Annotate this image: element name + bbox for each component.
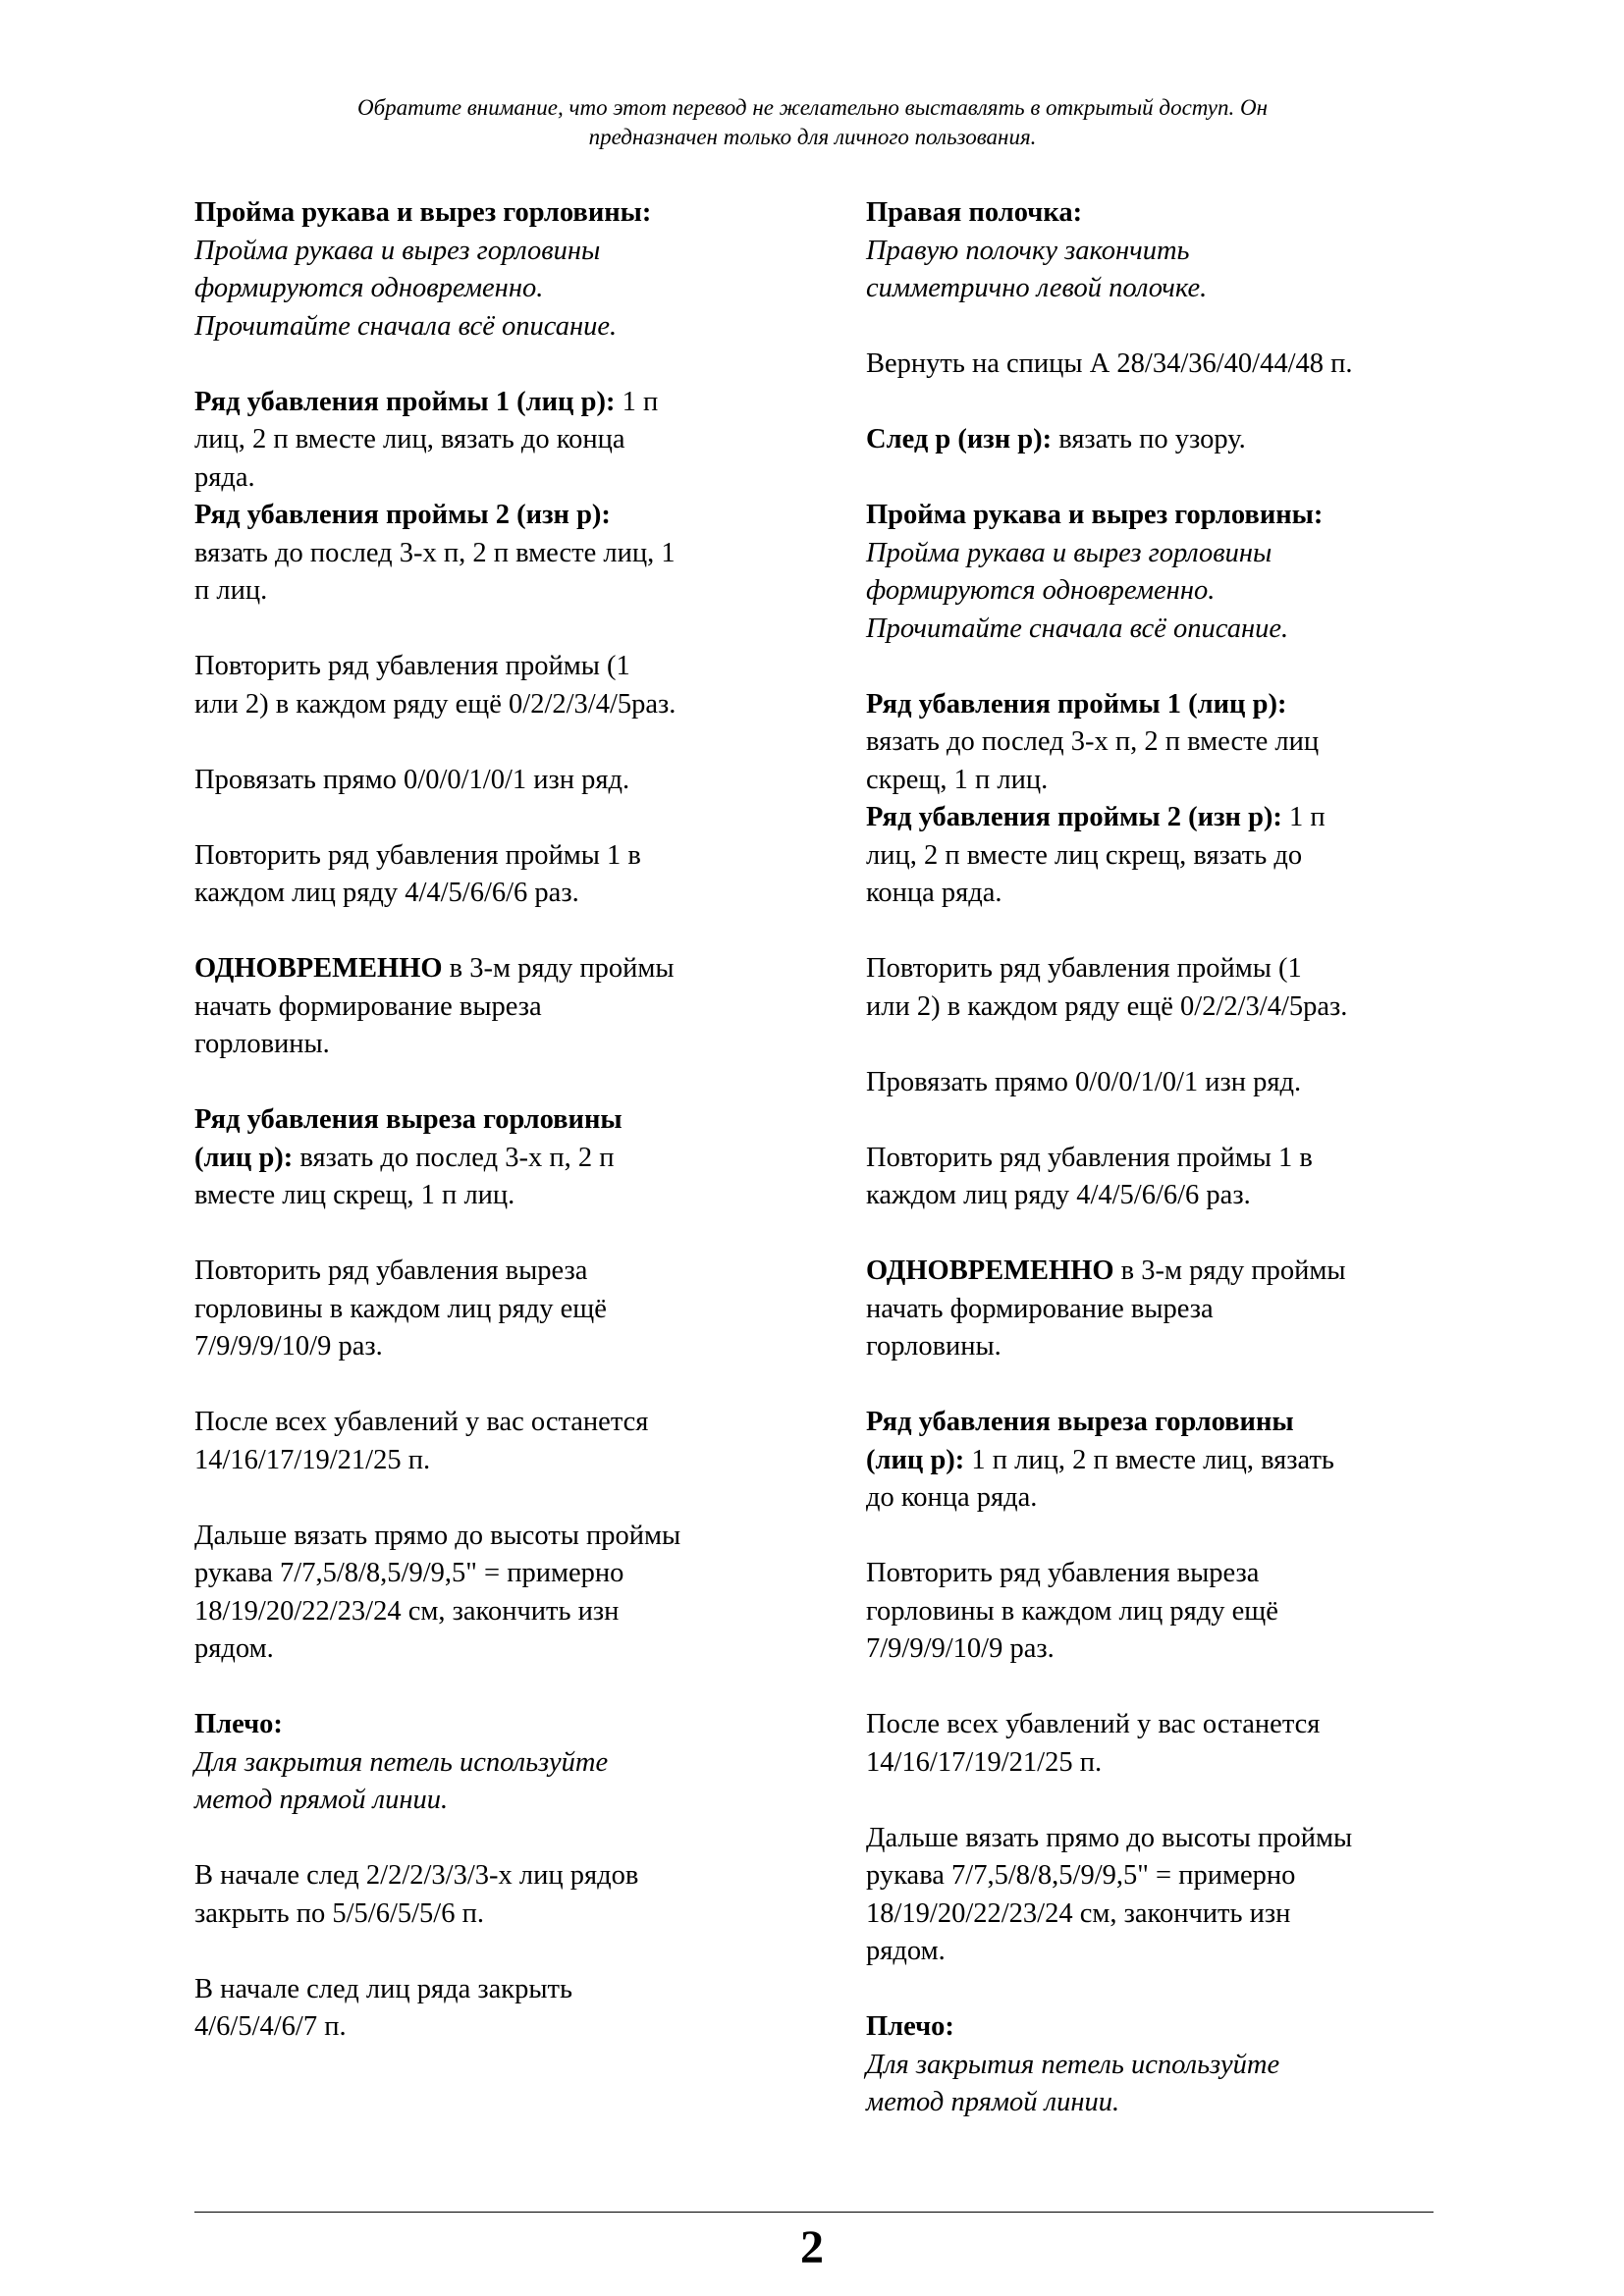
text-line: в 3-м ряду проймы	[442, 953, 675, 984]
text-line: каждом лиц ряду 4/4/5/6/6/6 раз.	[866, 1180, 1251, 1210]
note-line: метод прямой линии.	[866, 2087, 1120, 2117]
text-line: или 2) в каждом ряду ещё 0/2/2/3/4/5раз.	[194, 688, 677, 720]
text-line: Повторить ряд убавления проймы 1 в	[866, 1142, 1313, 1173]
row-label: Ряд убавления проймы 1 (лиц р):	[194, 386, 616, 417]
emphasis-label: ОДНОВРЕМЕННО	[866, 1255, 1114, 1286]
row-label: След р (изн р):	[866, 424, 1053, 454]
text-line: горловины.	[866, 1331, 1001, 1362]
right-front-section	[866, 194, 1455, 308]
note-line: Правую полочку закончить	[866, 235, 1190, 266]
row-text: лиц, 2 п вместе лиц, вязать до конца	[194, 424, 625, 454]
text-line: горловины в каждом лиц ряду ещё	[194, 1293, 607, 1324]
note-line: Прочитайте сначала всё описание.	[866, 613, 1289, 644]
footer-divider	[194, 2212, 1434, 2213]
section-heading: Правая полочка:	[866, 197, 1083, 228]
note-line: Для закрытия петель используйте	[866, 2049, 1280, 2080]
left-armhole-section	[194, 194, 803, 346]
text-line: в 3-м ряду проймы	[1113, 1255, 1346, 1286]
row-text: вязать до послед 3-х п, 2 п вместе лиц, 1	[194, 537, 676, 568]
row-text: п лиц.	[194, 575, 268, 606]
text-line: 7/9/9/9/10/9 раз.	[866, 1633, 1055, 1664]
right-return-stitches	[866, 346, 1455, 384]
right-straight-rows	[866, 1064, 1455, 1102]
text-line: начать формирование выреза	[194, 990, 542, 1022]
text-line: В начале след лиц ряда закрыть	[194, 1973, 572, 2004]
text-line: или 2) в каждом ряду ещё 0/2/2/3/4/5раз.	[866, 990, 1348, 1022]
row-label: Ряд убавления проймы 1 (лиц р):	[866, 688, 1287, 720]
note-line: Пройма рукава и вырез горловины	[866, 537, 1272, 568]
right-repeat-dec1	[866, 1140, 1455, 1215]
section-heading: Пройма рукава и вырез горловины:	[194, 197, 652, 228]
left-armhole-dec-row-1	[194, 384, 803, 498]
text-line: Дальше вязать прямо до высоты проймы	[866, 1822, 1353, 1853]
text-line: 14/16/17/19/21/25 п.	[866, 1746, 1103, 1778]
section-heading: Плечо:	[194, 1709, 283, 1739]
text-line: рядом.	[194, 1633, 274, 1664]
right-column	[866, 194, 1455, 2160]
right-continue	[866, 1820, 1455, 1971]
left-armhole-dec-row-2	[194, 497, 803, 611]
row-text: вместе лиц скрещ, 1 п лиц.	[194, 1180, 515, 1210]
row-text: вязать до послед 3-х п, 2 п вместе лиц	[866, 726, 1320, 757]
left-continue	[194, 1518, 803, 1669]
row-text: 1 п лиц, 2 п вместе лиц, вязать	[964, 1444, 1334, 1475]
right-next-row	[866, 421, 1455, 459]
left-straight-rows	[194, 762, 803, 800]
text-line: 7/9/9/9/10/9 раз.	[194, 1331, 383, 1362]
left-repeat-neck	[194, 1253, 803, 1366]
text-line: Повторить ряд убавления проймы (1	[194, 651, 630, 681]
note-line: Для закрытия петель используйте	[194, 1746, 609, 1778]
left-remaining	[194, 1404, 803, 1479]
text-line: Повторить ряд убавления проймы (1	[866, 953, 1302, 984]
text-line: Провязать прямо 0/0/0/1/0/1 изн ряд.	[194, 764, 630, 795]
row-label: (лиц р):	[866, 1444, 965, 1475]
text-line: рядом.	[866, 1936, 946, 1966]
row-text: лиц, 2 п вместе лиц скрещ, вязать до	[866, 839, 1303, 871]
text-line: Дальше вязать прямо до высоты проймы	[194, 1520, 681, 1551]
page-number: 2	[800, 2221, 824, 2273]
left-bind-off-2	[194, 1971, 803, 2047]
row-text: вязать до послед 3-х п, 2 п	[293, 1142, 615, 1173]
text-line: закрыть по 5/5/6/5/5/6 п.	[194, 1897, 484, 1929]
notice-line-1: Обратите внимание, что этот перевод не желательно выставлять в открытый доступ. Он	[356, 95, 1269, 120]
section-heading: Пройма рукава и вырез горловины:	[866, 500, 1324, 530]
note-line: Пройма рукава и вырез горловины	[194, 235, 601, 266]
right-armhole-dec-row-2	[866, 799, 1455, 913]
right-shoulder-section	[866, 2008, 1455, 2122]
left-shoulder-section	[194, 1706, 803, 1820]
row-text: конца ряда.	[866, 878, 1002, 908]
row-text: ряда.	[194, 461, 255, 493]
text-line: 4/6/5/4/6/7 п.	[194, 2011, 347, 2042]
text-line: рукава 7/7,5/8/8,5/9/9,5" = примерно	[194, 1558, 624, 1588]
text-line: горловины в каждом лиц ряду ещё	[866, 1595, 1278, 1627]
text-line: Повторить ряд убавления проймы 1 в	[194, 839, 641, 871]
row-text: 1 п	[615, 386, 659, 417]
text-line: Провязать прямо 0/0/0/1/0/1 изн ряд.	[866, 1066, 1302, 1097]
text-line: каждом лиц ряду 4/4/5/6/6/6 раз.	[194, 878, 579, 908]
left-repeat-armhole	[194, 648, 803, 723]
left-repeat-dec1	[194, 837, 803, 913]
right-neck-dec-row	[866, 1404, 1455, 1518]
left-simultaneously	[194, 950, 803, 1064]
note-line: формируются одновременно.	[194, 273, 544, 303]
text-line: 18/19/20/22/23/24 см, закончить изн	[866, 1897, 1291, 1929]
notice-line-2: предназначен только для личного пользования.	[588, 125, 1037, 149]
text-line: 14/16/17/19/21/25 п.	[194, 1444, 431, 1475]
text-line: Повторить ряд убавления выреза	[194, 1255, 588, 1286]
left-column	[194, 194, 803, 2084]
copyright-notice	[187, 93, 1438, 152]
text-line: Вернуть на спицы А 28/34/36/40/44/48 п.	[866, 348, 1353, 379]
text-line: После всех убавлений у вас останется	[194, 1407, 649, 1437]
note-line: Прочитайте сначала всё описание.	[194, 310, 618, 342]
text-line: В начале след 2/2/2/3/3/3-х лиц рядов	[194, 1860, 639, 1891]
right-repeat-neck	[866, 1555, 1455, 1669]
right-simultaneously	[866, 1253, 1455, 1366]
right-armhole-section	[866, 497, 1455, 648]
note-line: метод прямой линии.	[194, 1785, 449, 1815]
row-label: (лиц р):	[194, 1142, 294, 1173]
row-text: вязать по узору.	[1052, 424, 1246, 454]
row-label: Ряд убавления проймы 2 (изн р):	[194, 500, 611, 530]
note-line: симметрично левой полочке.	[866, 273, 1208, 303]
text-line: 18/19/20/22/23/24 см, закончить изн	[194, 1595, 620, 1627]
right-repeat-armhole	[866, 950, 1455, 1026]
row-label: Ряд убавления проймы 2 (изн р):	[866, 802, 1282, 832]
text-line: начать формирование выреза	[866, 1293, 1214, 1324]
text-line: рукава 7/7,5/8/8,5/9/9,5" = примерно	[866, 1860, 1296, 1891]
left-neck-dec-row	[194, 1101, 803, 1215]
emphasis-label: ОДНОВРЕМЕННО	[194, 953, 443, 984]
section-heading: Плечо:	[866, 2011, 954, 2042]
text-line: После всех убавлений у вас останется	[866, 1709, 1321, 1739]
note-line: формируются одновременно.	[866, 575, 1216, 606]
left-bind-off-1	[194, 1857, 803, 1933]
right-armhole-dec-row-1	[866, 686, 1455, 800]
text-line: горловины.	[194, 1029, 330, 1059]
row-text: до конца ряда.	[866, 1482, 1038, 1513]
row-label: Ряд убавления выреза горловины	[194, 1104, 623, 1135]
text-line: Повторить ряд убавления выреза	[866, 1558, 1260, 1588]
row-text: скрещ, 1 п лиц.	[866, 764, 1049, 795]
row-label: Ряд убавления выреза горловины	[866, 1407, 1294, 1437]
right-remaining	[866, 1706, 1455, 1782]
row-text: 1 п	[1281, 802, 1326, 832]
